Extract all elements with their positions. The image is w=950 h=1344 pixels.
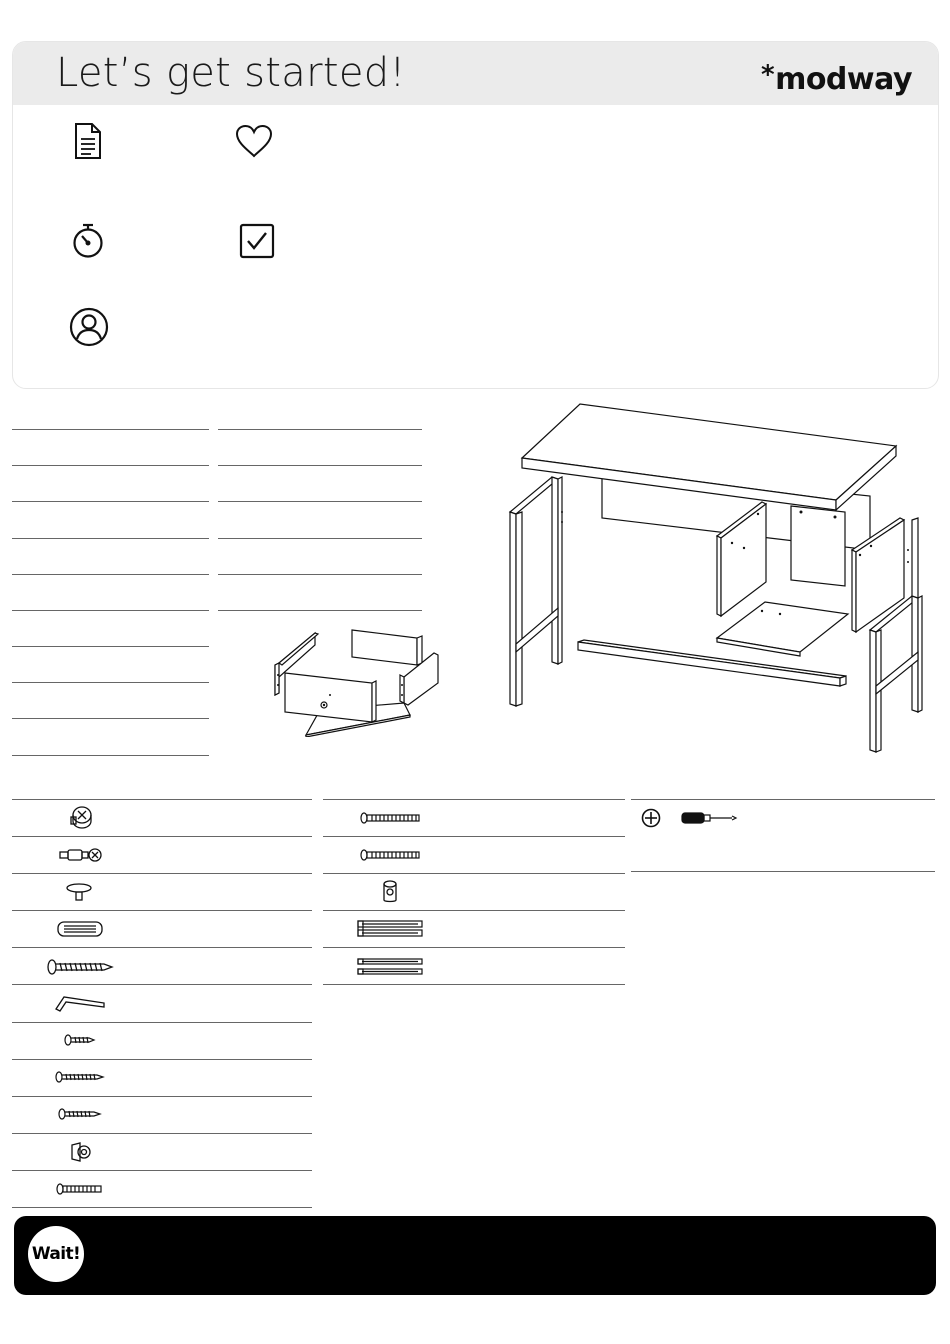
- phillips-icon: [641, 808, 661, 828]
- hardware-rule: [12, 799, 312, 800]
- parts-line: [218, 574, 422, 575]
- drawer-slide-icon: [356, 919, 424, 939]
- hardware-rule: [323, 836, 625, 837]
- hardware-rule: [12, 1059, 312, 1060]
- hardware-rule: [631, 799, 935, 800]
- hardware-rule: [12, 947, 312, 948]
- hardware-rule: [12, 1133, 312, 1134]
- small-screw-icon: [58, 1107, 102, 1121]
- short-screw-icon: [64, 1033, 96, 1047]
- stopwatch-icon: [71, 222, 105, 260]
- parts-line: [12, 501, 209, 502]
- card-header: [13, 42, 938, 105]
- parts-line: [12, 574, 209, 575]
- parts-line: [12, 610, 209, 611]
- parts-line: [12, 682, 209, 683]
- hardware-rule: [12, 873, 312, 874]
- parts-line: [218, 465, 422, 466]
- checkbox-icon: [239, 223, 275, 259]
- page-title: Let’s get started!: [56, 50, 406, 96]
- hardware-rule: [12, 1022, 312, 1023]
- hardware-rule: [12, 984, 312, 985]
- long-screw-icon: [46, 958, 114, 976]
- allen-key-icon: [54, 993, 108, 1013]
- cam-lock-small-icon: [70, 1141, 92, 1163]
- wait-badge: Wait!: [28, 1226, 84, 1282]
- machine-bolt-icon: [56, 1182, 104, 1196]
- drawer-slide-icon: [356, 957, 424, 977]
- long-bolt-icon: [360, 811, 422, 825]
- parts-line: [12, 429, 209, 430]
- hardware-rule: [631, 871, 935, 872]
- hardware-rule: [323, 910, 625, 911]
- hardware-rule: [323, 984, 625, 985]
- hardware-rule: [323, 873, 625, 874]
- shelf-pin-icon: [64, 882, 94, 902]
- long-bolt-icon: [360, 848, 422, 862]
- wait-banner: [14, 1216, 936, 1295]
- hardware-rule: [12, 1096, 312, 1097]
- drawer-illustration: [272, 625, 444, 742]
- intro-card: [12, 41, 939, 389]
- brand-logo: *modway: [760, 60, 912, 97]
- parts-line: [12, 465, 209, 466]
- screwdriver-icon: [680, 811, 738, 825]
- user-icon: [69, 307, 109, 347]
- parts-line: [218, 610, 422, 611]
- parts-line: [12, 538, 209, 539]
- hardware-rule: [323, 799, 625, 800]
- document-icon: [73, 122, 103, 160]
- parts-line: [12, 718, 209, 719]
- hardware-rule: [12, 1170, 312, 1171]
- hardware-rule: [12, 1207, 312, 1208]
- parts-line: [218, 429, 422, 430]
- parts-line: [218, 501, 422, 502]
- heart-icon: [235, 124, 273, 158]
- wood-dowel-icon: [56, 919, 104, 939]
- cam-lock-icon: [68, 804, 94, 830]
- cam-bolt-icon: [58, 847, 104, 863]
- hardware-rule: [12, 836, 312, 837]
- barrel-nut-icon: [382, 880, 398, 904]
- parts-line: [12, 755, 209, 756]
- medium-screw-icon: [55, 1070, 105, 1084]
- hardware-rule: [323, 947, 625, 948]
- parts-line: [218, 538, 422, 539]
- hardware-rule: [12, 910, 312, 911]
- parts-line: [12, 646, 209, 647]
- desk-illustration: [500, 400, 930, 760]
